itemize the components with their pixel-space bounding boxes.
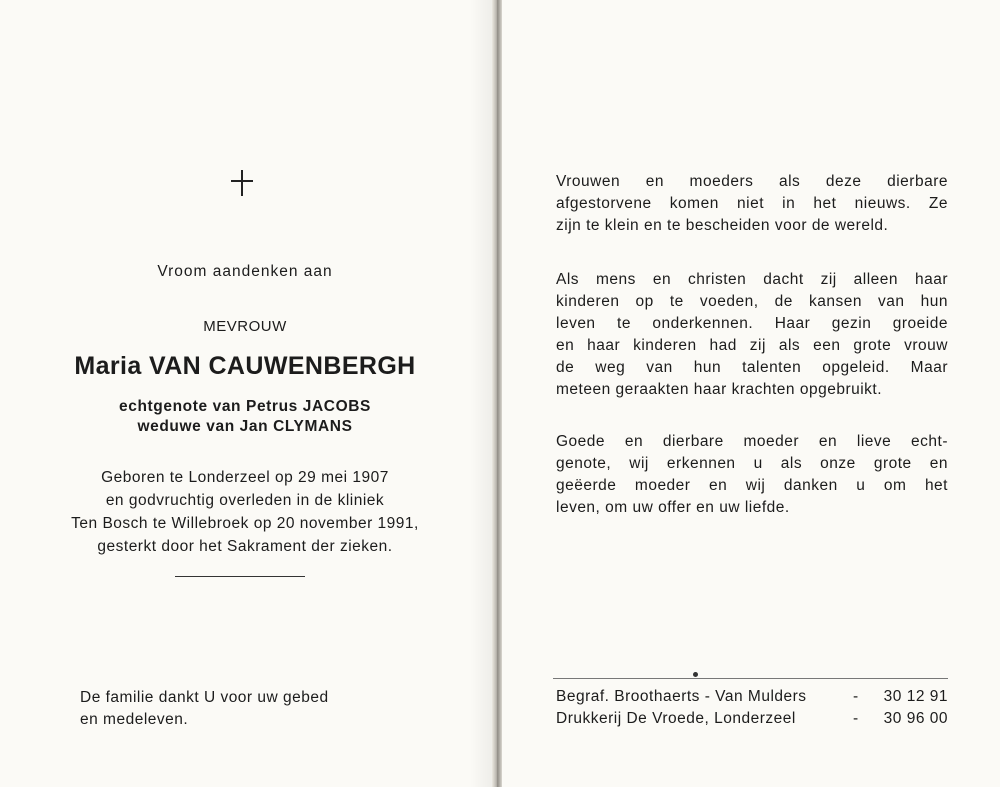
separator-dash: - [853, 688, 859, 705]
thanks-line: De familie dankt U voor uw gebed [80, 689, 329, 706]
paragraph-line: Als mens en christen dacht zij alleen haar [556, 271, 948, 288]
bio-line: gesterkt door het Sakrament der zieken. [97, 538, 393, 555]
funeral-director-phone: 30 12 91 [883, 688, 948, 705]
paragraph-line: Goede en dierbare moeder en lieve echt- [556, 433, 948, 450]
paragraph-line: de weg van hun talenten opgeleid. Maar [556, 359, 948, 376]
footer-rule [553, 678, 948, 679]
section-divider [175, 576, 305, 577]
card-fold [492, 0, 502, 787]
paragraph-1 [556, 171, 948, 237]
paragraph-line: leven te onderkennen. Haar gezin groeide [556, 315, 948, 332]
printer-phone: 30 96 00 [883, 710, 948, 727]
left-card-page [0, 0, 495, 787]
paragraph-line: geëerde moeder en wij danken u om het [556, 477, 948, 494]
bio-line: Geboren te Londerzeel op 29 mei 1907 [101, 469, 389, 486]
deceased-name: Maria VAN CAUWENBERGH [74, 352, 416, 380]
funeral-director-label: Begraf. Broothaerts - Van Mulders [556, 688, 807, 705]
paragraph-2 [556, 269, 948, 401]
fold-shadow [470, 0, 492, 787]
paragraph-line: meteen geraakten haar krachten opgebruikt. [556, 381, 883, 398]
paragraph-line: genote, wij erkennen u als onze grote en [556, 455, 948, 472]
honorific: MEVROUW [203, 318, 287, 335]
paragraph-line: en haar kinderen had zij als een grote vrouw [556, 337, 948, 354]
printer-label: Drukkerij De Vroede, Londerzeel [556, 710, 796, 727]
paragraph-line: afgestorvene komen niet in het nieuws. Ze [556, 195, 948, 212]
paragraph-line: leven, om uw offer en uw liefde. [556, 499, 790, 516]
paragraph-3 [556, 431, 948, 519]
cross-icon [229, 170, 255, 196]
spouse-line: echtgenote van Petrus JACOBS [119, 398, 371, 415]
widow-line: weduwe van Jan CLYMANS [137, 418, 353, 435]
bio-line: en godvruchtig overleden in de kliniek [105, 492, 385, 509]
paragraph-line: Vrouwen en moeders als deze dierbare [556, 173, 948, 190]
dot-mark [693, 672, 698, 677]
bio-line: Ten Bosch te Willebroek op 20 november 1991, [71, 515, 419, 532]
paragraph-line: zijn te klein en te bescheiden voor de wereld. [556, 217, 889, 234]
paragraph-line: kinderen op te voeden, de kansen van hun [556, 293, 948, 310]
greeting: Vroom aandenken aan [157, 263, 333, 280]
separator-dash: - [853, 710, 859, 727]
thanks-line: en medeleven. [80, 711, 189, 728]
